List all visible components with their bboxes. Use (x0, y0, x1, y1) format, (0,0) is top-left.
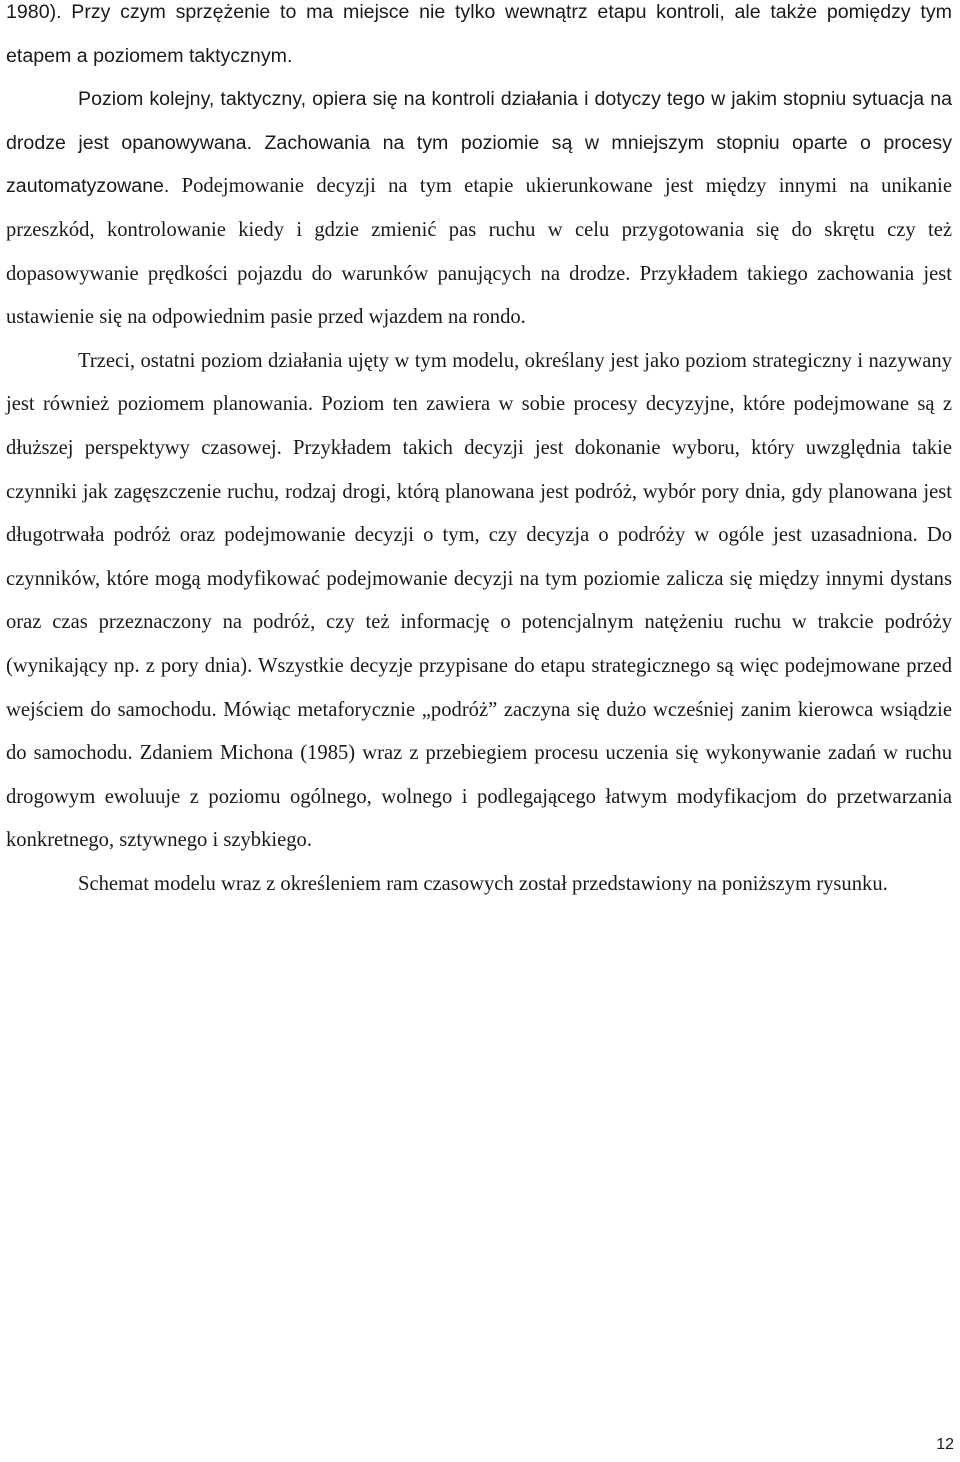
paragraph-2-sans-text: Poziom kolejny, taktyczny, opiera się na kontroli działania i dotyczy tego w jakim stopniu sytuacja na drodze jest opanowywana. Zachowania na tym poziomie są w mniejszym stopniu oparte o procesy zautomatyzowane. (6, 88, 952, 198)
page-number: 12 (936, 1436, 954, 1453)
paragraph-2 (6, 78, 952, 340)
paragraph-3 (6, 340, 952, 863)
document-page (6, 0, 952, 906)
paragraph-3-text: Trzeci, ostatni poziom działania ujęty w tym modelu, określany jest jako poziom strategiczny i nazywany jest również poziomem planowania. Poziom ten zawiera w sobie procesy decyzyjne, które podejmowane są z dłuższej perspektywy czasowej. Przykładem takich decyzji jest dokonanie wyboru, który uwzględnia takie czynniki jak zagęszczenie ruchu, rodzaj drogi, którą planowana jest podróż, wybór pory dnia, gdy planowana jest długotrwała podróż oraz podejmowanie decyzji o tym, czy decyzja o podróży w ogóle jest uzasadniona. Do czynników, które mogą modyfikować podejmowanie decyzji na tym poziomie zalicza się między innymi dystans oraz czas przeznaczony na podróż, czy też informację o potencjalnym natężeniu ruchu w trakcie podróży (wynikający np. z pory dnia). Wszystkie decyzje przypisane do etapu strategicznego są więc podejmowane przed wejściem do samochodu. Mówiąc metaforycznie „podróż” zaczyna się dużo wcześniej zanim kierowca wsiądzie do samochodu. Zdaniem Michona (1985) wraz z przebiegiem procesu uczenia się wykonywanie zadań w ruchu drogowym ewoluuje z poziomu ogólnego, wolnego i podlegającego łatwym modyfikacjom do przetwarzania konkretnego, sztywnego i szybkiego. (6, 349, 952, 852)
paragraph-4 (6, 863, 952, 907)
paragraph-1 (6, 0, 952, 78)
paragraph-1-text: 1980). Przy czym sprzężenie to ma miejsce nie tylko wewnątrz etapu kontroli, ale także pomiędzy tym etapem a poziomem taktycznym. (6, 1, 952, 67)
paragraph-2-serif-text: Podejmowanie decyzji na tym etapie ukierunkowane jest między innymi na unikanie przeszkód, kontrolowanie kiedy i gdzie zmienić pas ruchu w celu przygotowania się do skrętu czy też dopasowywanie prędkości pojazdu do warunków panujących na drodze. Przykładem takiego zachowania jest ustawienie się na odpowiednim pasie przed wjazdem na rondo. (6, 175, 952, 329)
paragraph-4-text: Schemat modelu wraz z określeniem ram czasowych został przedstawiony na poniższym rysunku. (78, 872, 888, 895)
